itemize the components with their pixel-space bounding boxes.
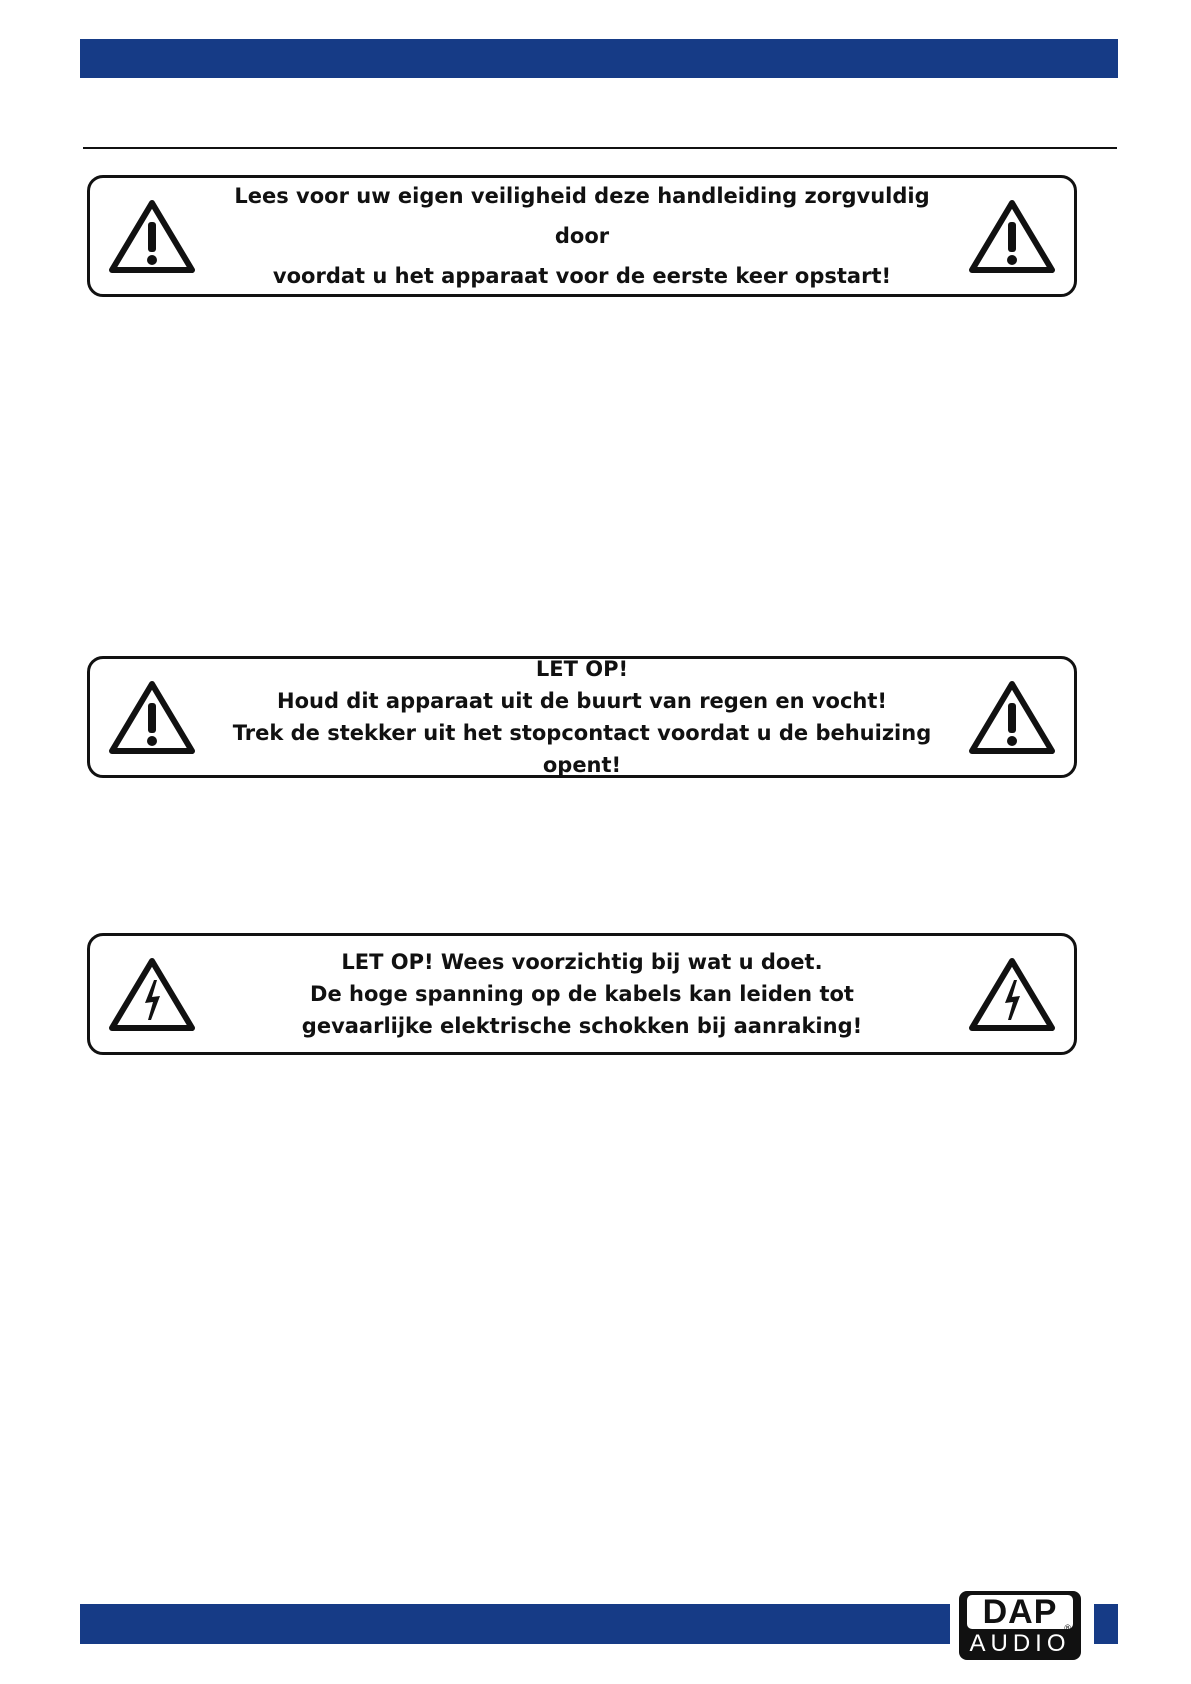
- logo-wordmark-top: DAP: [967, 1595, 1073, 1629]
- notice-line: gevaarlijke elektrische schokken bij aanraking!: [301, 1014, 863, 1038]
- dap-audio-logo: [955, 1587, 1087, 1664]
- footer-bar: [80, 1604, 950, 1644]
- exclamation-warning-icon: [107, 198, 197, 276]
- exclamation-warning-icon: [107, 679, 197, 757]
- registered-mark: ®: [1064, 1623, 1071, 1633]
- exclamation-warning-icon: [967, 679, 1057, 757]
- safety-notice-read-manual: [87, 175, 1077, 297]
- header-bar: [80, 39, 1118, 78]
- notice-line: voordat u het apparaat voor de eerste keer opstart!: [272, 264, 892, 288]
- notice-text: [210, 936, 954, 1052]
- logo-wordmark-bottom: AUDIO: [969, 1630, 1071, 1657]
- header-rule: [83, 147, 1117, 149]
- high-voltage-warning-icon: [967, 956, 1057, 1034]
- notice-line: Lees voor uw eigen veiligheid deze handleiding zorgvuldig door: [234, 184, 930, 248]
- notice-line: De hoge spanning op de kabels kan leiden tot: [310, 982, 854, 1006]
- exclamation-warning-icon: [967, 198, 1057, 276]
- high-voltage-warning-icon: [107, 956, 197, 1034]
- notice-line: LET OP!: [535, 657, 629, 681]
- notice-text: [210, 178, 954, 294]
- footer-bar-end: [1094, 1604, 1118, 1644]
- safety-notice-high-voltage: [87, 933, 1077, 1055]
- logo-plate: [959, 1591, 1081, 1660]
- notice-line: LET OP! Wees voorzichtig bij wat u doet.: [341, 950, 823, 974]
- safety-notice-moisture: [87, 656, 1077, 778]
- notice-text: [210, 659, 954, 775]
- notice-line: Trek de stekker uit het stopcontact voordat u de behuizing opent!: [232, 721, 932, 777]
- notice-line: Houd dit apparaat uit de buurt van regen en vocht!: [277, 689, 887, 713]
